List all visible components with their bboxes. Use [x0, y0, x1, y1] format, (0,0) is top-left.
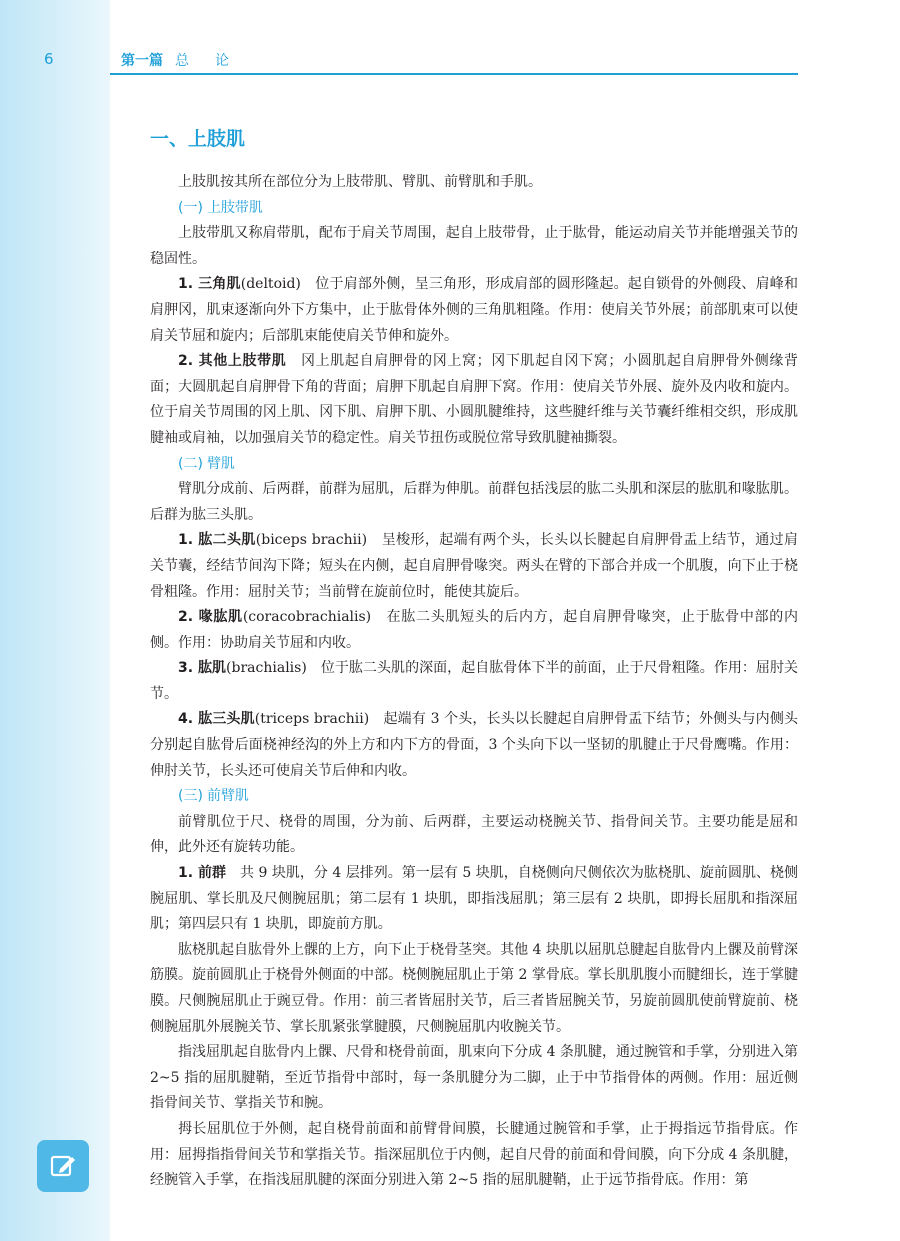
item-text: (biceps brachii) 呈梭形，起端有两个头，长头以长腱起自肩胛骨盂上结节，通过肩关节囊，经结节间沟下降；短头在内侧，起自肩胛骨喙突。两头在臂的下部合并成一个肌腹，向下止于桡骨粗隆。作用：屈肘关节；当前臂在旋前位时，能使其旋后。 — [150, 532, 798, 600]
list-item — [150, 861, 798, 938]
item-label: 1. 三角肌 — [178, 276, 241, 293]
item-label: 2. 喙肱肌 — [178, 609, 243, 626]
subsection-number: (一) — [178, 199, 203, 216]
item-label: 1. 前群 — [178, 865, 226, 882]
page-number: 6 — [44, 50, 54, 68]
subsection-number: (二) — [178, 455, 203, 472]
paragraph: 上肢带肌又称肩带肌，配布于肩关节周围，起自上肢带骨，止于肱骨，能运动肩关节并能增强关节的稳固性。 — [150, 225, 798, 267]
subsection-title: 上肢带肌 — [206, 199, 263, 216]
item-label: 1. 肱二头肌 — [178, 532, 256, 549]
subsection-heading-shoulder — [150, 196, 798, 222]
paragraph: 拇长屈肌位于外侧，起自桡骨前面和前臂骨间膜，长腱通过腕管和手掌，止于拇指远节指骨底。作用：屈拇指指骨间关节和掌指关节。指深屈肌位于内侧，起自尺骨的前面和骨间膜，向下分成 4 条肌腱，经腕管入手掌，在指浅屈肌腱的深面分别进入第 2~5 指的屈肌腱鞘，止于远节指骨底。作用：第 — [150, 1120, 798, 1189]
item-text: 冈上肌起自肩胛骨的冈上窝；冈下肌起自冈下窝；小圆肌起自肩胛骨外侧缘背面；大圆肌起自肩胛骨下角的背面；肩胛下肌起自肩胛下窝。作用：使肩关节外展、旋外及内收和旋内。位于肩关节周围的冈上肌、冈下肌、肩胛下肌、小圆肌腱维持，这些腱纤维与关节囊纤维相交织，形成肌腱袖或肩袖，以加强肩关节的稳定性。肩关节扭伤或脱位常导致肌腱袖撕裂。 — [150, 353, 799, 446]
list-item — [150, 349, 798, 451]
item-text: (brachialis) 位于肱二头肌的深面，起自肱骨体下半的前面，止于尺骨粗隆。作用：屈肘关节。 — [150, 660, 798, 702]
paragraph: 指浅屈肌起自肱骨内上髁、尺骨和桡骨前面，肌束向下分成 4 条肌腱，通过腕管和手掌，分别进入第 2~5 指的屈肌腱鞘，至近节指骨中部时，每一条肌腱分为二脚，止于中节指骨体的两侧。作用：屈近侧指骨间关节、掌指关节和腕。 — [150, 1044, 798, 1112]
subsection-heading-forearm — [150, 784, 798, 810]
subsection-number: (三) — [178, 788, 203, 805]
header-rule — [110, 73, 798, 75]
item-label: 3. 肱肌 — [178, 660, 227, 677]
subsection-title: 臂肌 — [206, 455, 235, 472]
running-head-part: 第一篇 — [121, 53, 163, 69]
item-label: 2. 其他上肢带肌 — [178, 353, 287, 370]
paragraph: 肱桡肌起自肱骨外上髁的上方，向下止于桡骨茎突。其他 4 块肌以屈肌总腱起自肱骨内上髁及前臂深筋膜。旋前圆肌止于桡骨外侧面的中部。桡侧腕屈肌止于第 2 掌骨底。掌长肌肌腹小而腱细长，连于掌腱膜。尺侧腕屈肌止于豌豆骨。作用：前三者皆屈肘关节，后三者皆屈腕关节，另旋前圆肌使前臂旋前、桡侧腕屈肌外展腕关节、掌长肌紧张掌腱膜，尺侧腕屈肌内收腕关节。 — [150, 941, 798, 1035]
note-button[interactable] — [37, 1140, 89, 1192]
page-margin-band — [0, 0, 110, 1241]
list-item — [150, 656, 798, 707]
section-title: 一、上肢肌 — [150, 128, 246, 150]
item-label: 4. 肱三头肌 — [178, 711, 255, 728]
running-head — [121, 50, 255, 70]
list-item — [150, 528, 798, 605]
item-text: 共 9 块肌，分 4 层排列。第一层有 5 块肌，自桡侧向尺侧依次为肱桡肌、旋前圆肌、桡侧腕屈肌、掌长肌及尺侧腕屈肌；第二层有 1 块肌，即指浅屈肌；第三层有 2 块肌，即拇长屈肌和指深屈肌；第四层只有 1 块肌，即旋前方肌。 — [150, 865, 799, 933]
list-item — [150, 272, 798, 349]
paragraph: 前臂肌位于尺、桡骨的周围，分为前、后两群，主要运动桡腕关节、指骨间关节。主要功能是屈和伸，此外还有旋转功能。 — [150, 813, 798, 856]
paragraph: 臂肌分成前、后两群，前群为屈肌，后群为伸肌。前群包括浅层的肱二头肌和深层的肱肌和喙肱肌。后群为肱三头肌。 — [150, 481, 798, 523]
page-body — [150, 170, 798, 1194]
subsection-heading-arm — [150, 452, 798, 478]
list-item — [150, 707, 798, 784]
intro-paragraph: 上肢肌按其所在部位分为上肢带肌、臂肌、前臂肌和手肌。 — [178, 174, 542, 190]
pencil-note-icon — [48, 1151, 78, 1181]
running-head-subject: 总论 — [175, 53, 255, 69]
item-text: (coracobrachialis) 在肱二头肌短头的后内方，起自肩胛骨喙突，止于肱骨中部的内侧。作用：协助肩关节屈和内收。 — [150, 609, 798, 651]
subsection-title: 前臂肌 — [206, 788, 249, 805]
item-text: (triceps brachii) 起端有 3 个头，长头以长腱起自肩胛骨盂下结节；外侧头与内侧头分别起自肱骨后面桡神经沟的外上方和内下方的骨面，3 个头向下以一坚韧的肌腱止于尺骨鹰嘴。作用：伸肘关节，长头还可使肩关节后伸和内收。 — [150, 711, 799, 779]
item-text: (deltoid) 位于肩部外侧，呈三角形，形成肩部的圆形隆起。起自锁骨的外侧段、肩峰和肩胛冈，肌束逐渐向外下方集中，止于肱骨体外侧的三角肌粗隆。作用：使肩关节外展；前部肌束可以使肩关节屈和旋内；后部肌束能使肩关节伸和旋外。 — [150, 276, 798, 344]
list-item — [150, 605, 798, 656]
